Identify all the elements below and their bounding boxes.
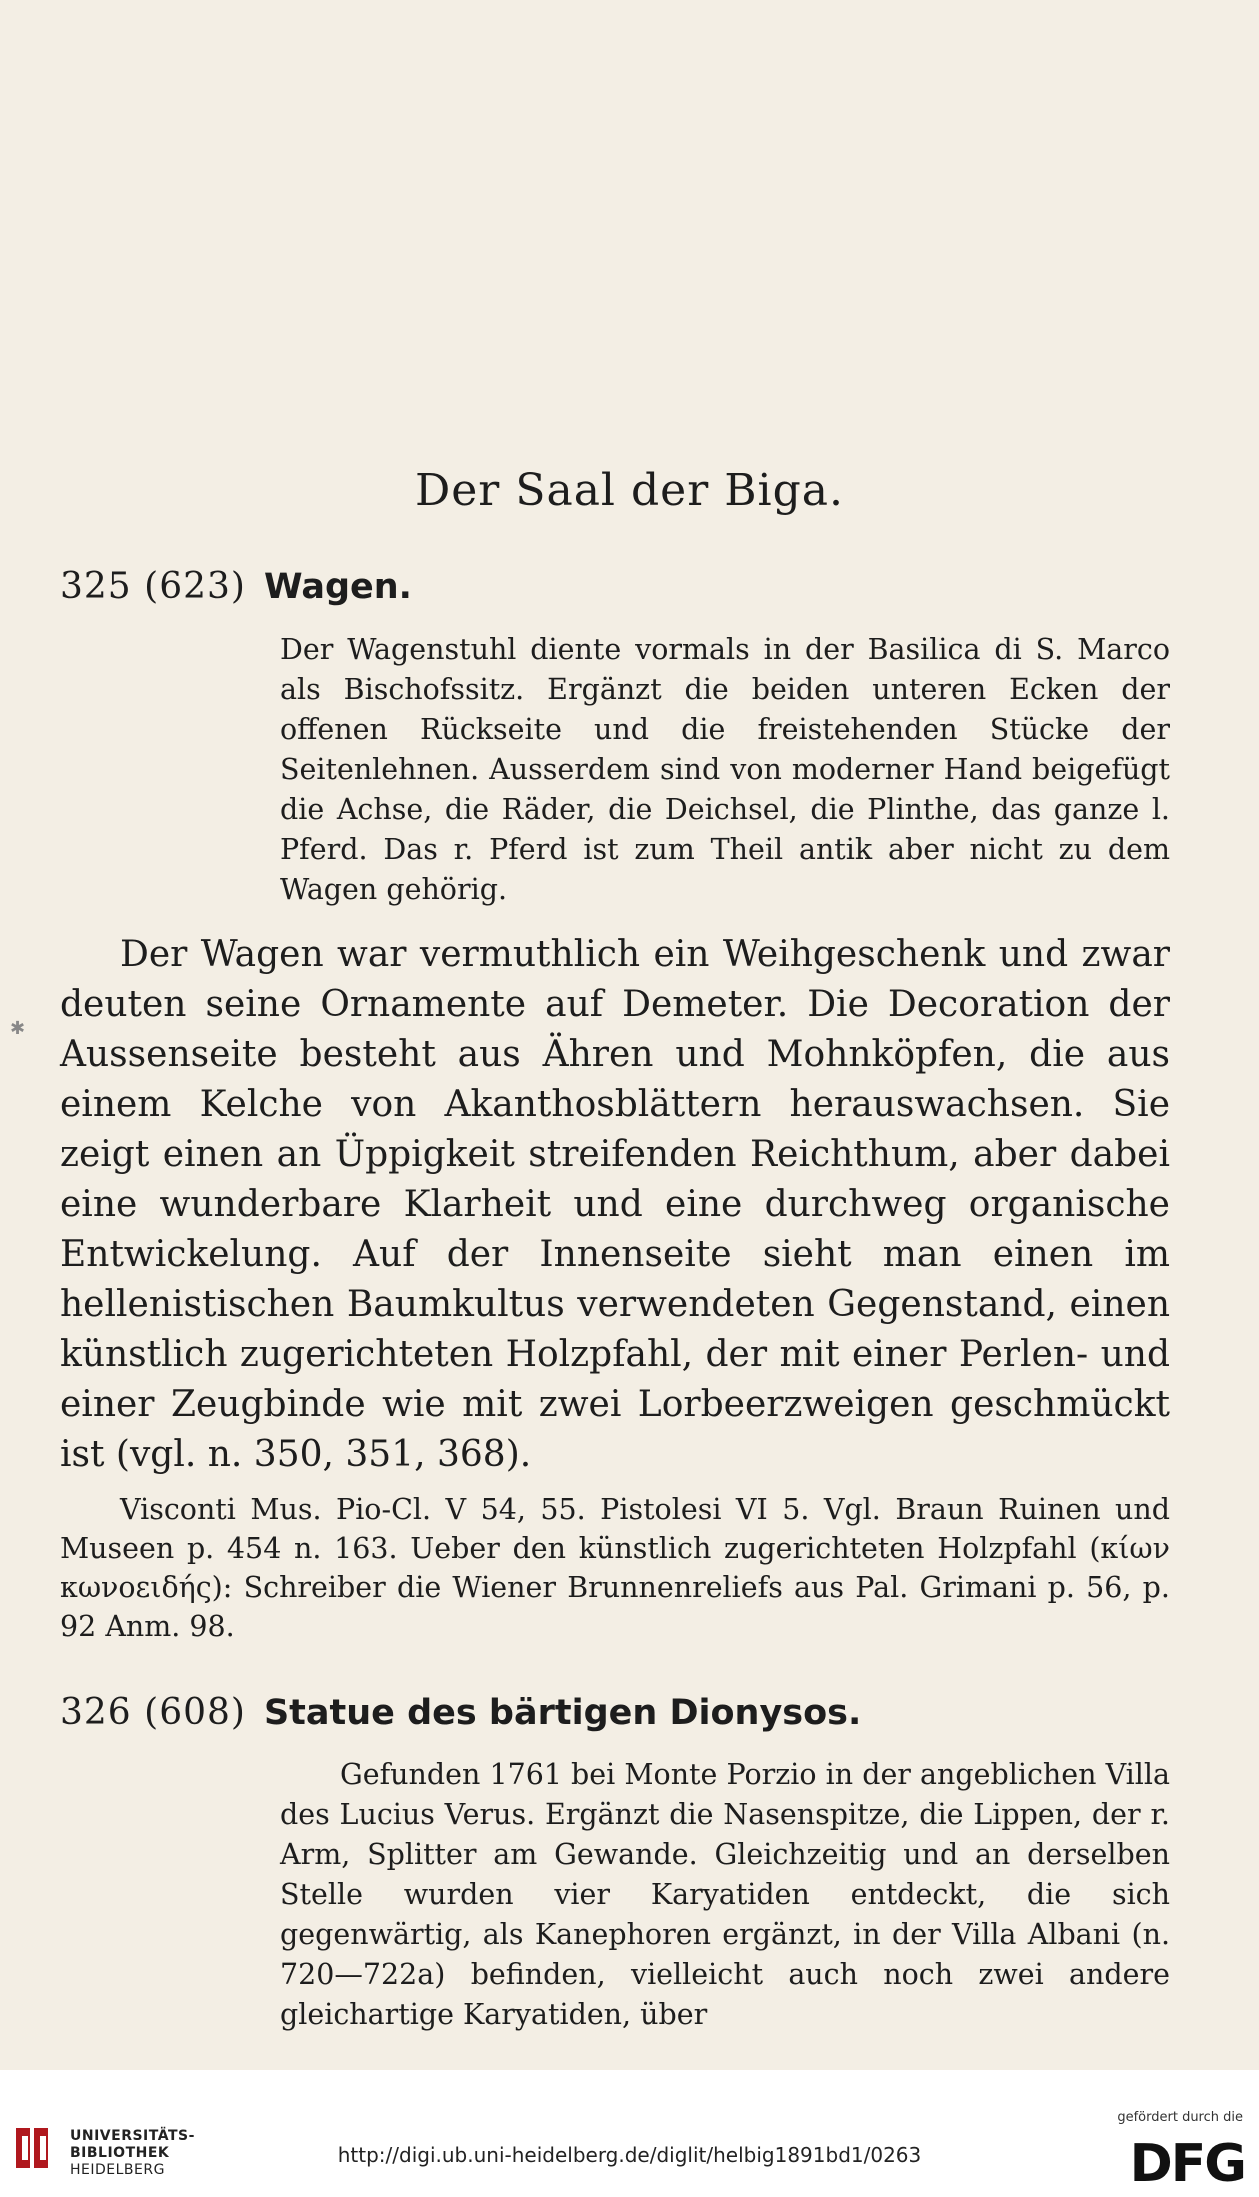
footer-bar (0, 2070, 1259, 2197)
permalink-url[interactable]: http://digi.ub.uni-heidelberg.de/diglit/helbig1891bd1/0263 (337, 2143, 922, 2167)
entry-325-body-text: Der Wagen war vermuthlich ein Weihgeschenk und zwar deuten seine Ornamente auf Demeter. Die Decoration der Aussenseite besteht aus Ähren und Mohnköpfen, die aus einem Kelche von Akanthosblättern herauswachsen. Sie zeigt einen an Üppigkeit streifenden Reichthum, aber dabei eine wunderbare Klarheit und eine durchweg organische Entwickelung. Auf der Innenseite sieht man einen im hellenistischen Baumkultus verwendeten Gegenstand, einen künstlich zugerichteten Holzpfahl, der mit einer Perlen- und einer Zeugbinde wie mit zwei Lorbeerzweigen geschmückt ist (vgl. n. 350, 351, 368). (60, 934, 1170, 1475)
entry-326-heading (60, 1692, 861, 1733)
entry-326-note-text: Gefunden 1761 bei Monte Porzio in der angeblichen Villa des Lucius Verus. Ergänzt die Nasenspitze, die Lippen, der r. Arm, Splitter am Gewande. Gleichzeitig und an derselben Stelle wurden vier Karyatiden entdeckt, die sich gegenwärtig, als Kanephoren ergänzt, in der Villa Albani (n. 720—722a) befinden, vielleicht auch noch zwei andere gleichartige Karyatiden, über (280, 1758, 1170, 2031)
entry-326-number: 326 (608) (60, 1692, 246, 1733)
entry-325-heading (60, 566, 412, 607)
margin-mark: ✱ (10, 1018, 26, 1039)
entry-325-note: Der Wagenstuhl diente vormals in der Basilica di S. Marco als Bischofssitz. Ergänzt die beiden unteren Ecken der offenen Rückseite und die freistehenden Stücke der Seitenlehnen. Ausserdem sind von moderner Hand beigefügt die Achse, die Räder, die Deichsel, die Plinthe, das ganze l. Pferd. Das r. Pferd ist zum Theil antik aber nicht zu dem Wagen gehörig. (280, 633, 1170, 906)
library-line-2: BIBLIOTHEK (70, 2145, 170, 2161)
library-line-3: HEIDELBERG (70, 2162, 165, 2178)
entry-325-references (60, 1490, 1170, 1646)
entry-325-title: Wagen. (263, 567, 412, 607)
entry-326-title: Statue des bärtigen Dionysos. (263, 1693, 862, 1733)
entry-325-body (60, 930, 1170, 1480)
section-heading: Der Saal der Biga. (414, 465, 845, 516)
dfg-logo: DFG (1129, 2134, 1245, 2194)
funding-note: gefördert durch die (1117, 2110, 1243, 2125)
library-line-1: UNIVERSITÄTS- (70, 2128, 195, 2144)
entry-325-number: 325 (623) (60, 566, 246, 607)
entry-325-references-text: Visconti Mus. Pio-Cl. V 54, 55. Pistolesi VI 5. Vgl. Braun Ruinen und Museen p. 454 n. 163. Ueber den künstlich zugerichteten Holzpfahl (κίων κωνοειδής): Schreiber die Wiener Brunnenreliefs aus Pal. Grimani p. 56, p. 92 Anm. 98. (60, 1493, 1170, 1643)
entry-326-note (280, 1755, 1170, 2035)
